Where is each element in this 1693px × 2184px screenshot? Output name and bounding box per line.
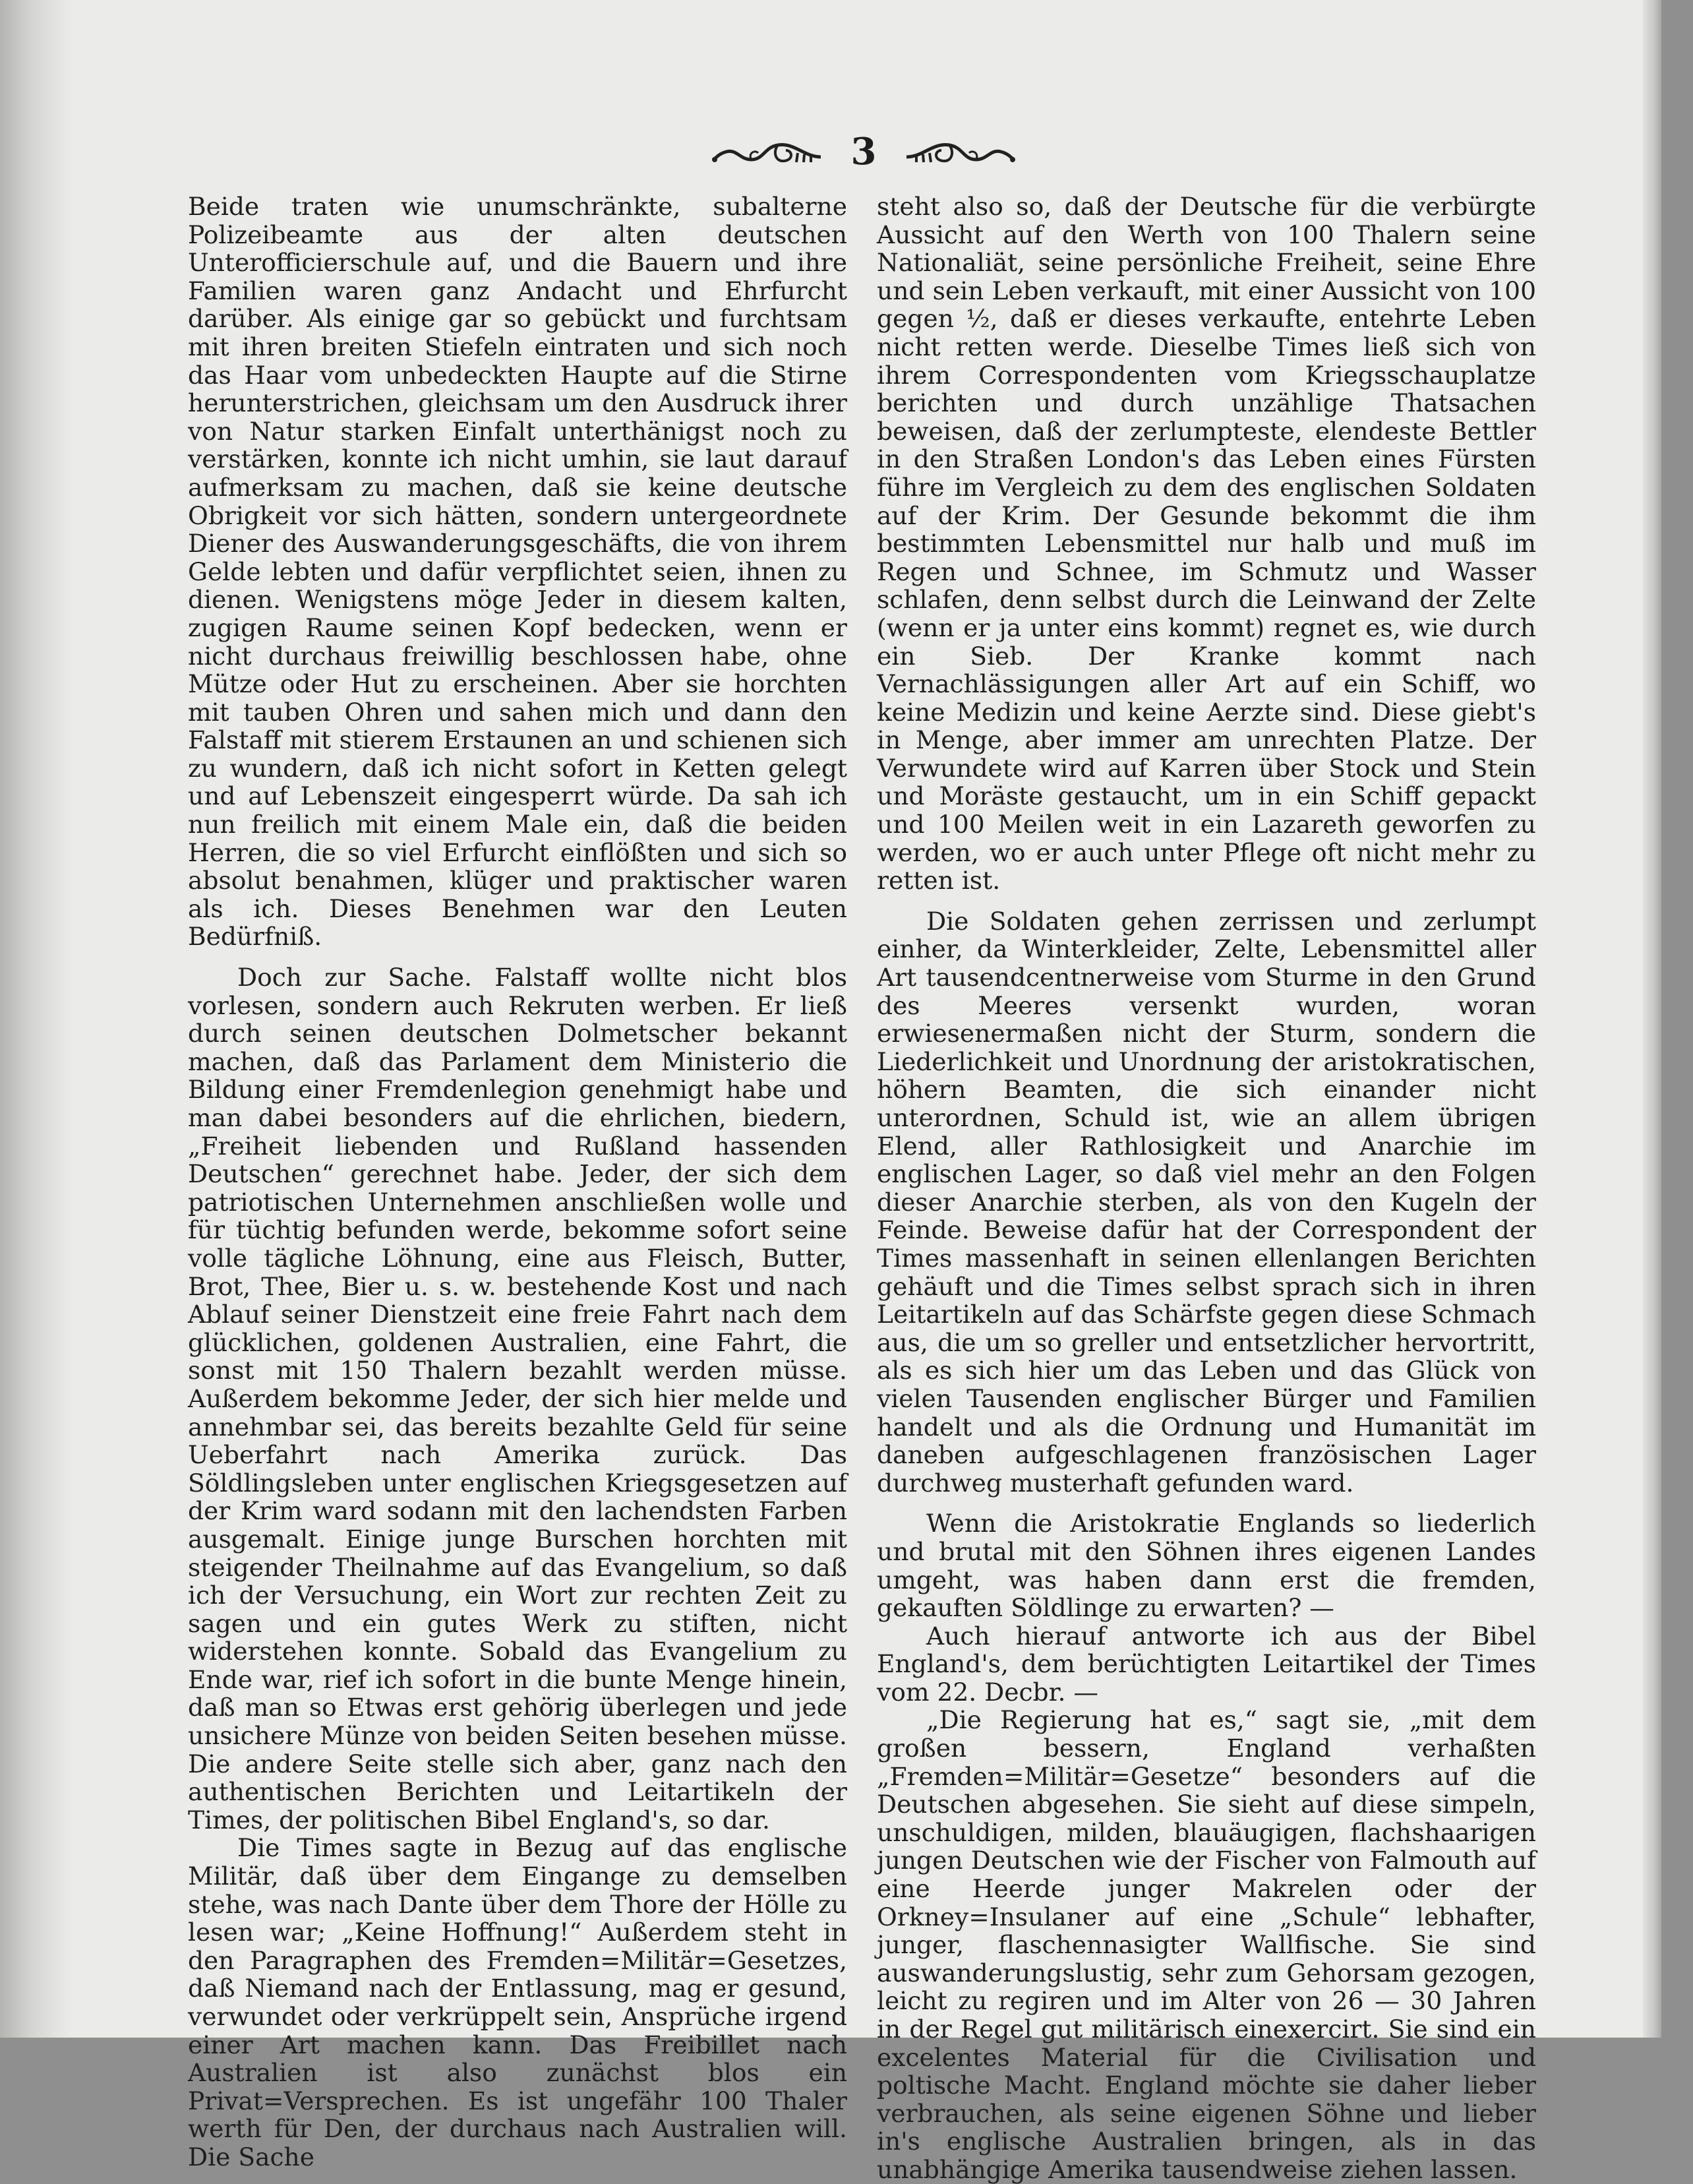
paragraph: Die Times sagte in Bezug auf das englische Militär, daß über dem Eingange zu demselben stehe, was nach Dante über dem Thore der Hölle zu lesen war; „Keine Hoffnung!“ Außerdem steht in den Paragraphen des Fremden=Militär=Gesetzes, daß Niemand nach der Entlassung, mag er gesund, verwundet oder verkrüppelt sein, Ansprüche irgend einer Art machen kann. Das Freibillet nach Australien ist also zunächst blos ein Privat=Versprechen. Es ist ungefähr 100 Thaler werth für Den, der durchaus nach Australien will. Die Sache	[188, 1833, 847, 2171]
paragraph: Wenn die Aristokratie Englands so liederlich und brutal mit den Söhnen ihres eigenen Landes umgeht, was haben dann erst die fremden, gekauften Söldlinge zu erwarten? —	[877, 1509, 1536, 1623]
page-header	[712, 125, 1015, 178]
right-text-column	[877, 193, 1536, 2184]
right-flourish-ornament	[903, 137, 1015, 170]
left-flourish-ornament	[712, 137, 824, 170]
page-edge-shadow	[1643, 0, 1661, 2038]
page-binding-shadow	[0, 0, 73, 2038]
paragraph: Auch hierauf antworte ich aus der Bibel England's, dem berüchtigten Leitartikel der Times vom 22. Decbr. —	[877, 1621, 1536, 1707]
paragraph: Doch zur Sache. Falstaff wollte nicht blos vorlesen, sondern auch Rekruten werben. Er ließ durch seinen deutschen Dolmetscher bekannt machen, daß das Parlament dem Ministerio die Bildung einer Fremdenlegion genehmigt habe und man dabei besonders auf die ehrlichen, biedern, „Freiheit liebenden und Rußland hassenden Deutschen“ gerechnet habe. Jeder, der sich dem patriotischen Unternehmen anschließen wolle und für tüchtig befunden werde, bekomme sofort seine volle tägliche Löhnung, eine aus Fleisch, Butter, Brot, Thee, Bier u. s. w. bestehende Kost und nach Ablauf seiner Dienstzeit eine freie Fahrt nach dem glücklichen, goldenen Australien, eine Fahrt, die sonst mit 150 Thalern bezahlt werden müsse. Außerdem bekomme Jeder, der sich hier melde und annehmbar sei, das bereits bezahlte Geld für seine Ueberfahrt nach Amerika zurück. Das Söldlingsleben unter englischen Kriegsgesetzen auf der Krim ward sodann mit den lachendsten Farben ausgemalt. Einige junge Burschen horchten mit steigender Theilnahme auf das Evangelium, so daß ich der Versuchung, ein Wort zur rechten Zeit zu sagen und ein gutes Werk zu stiften, nicht widerstehen konnte. Sobald das Evangelium zu Ende war, rief ich sofort in die bunte Menge hinein, daß man so Etwas erst gehörig überlegen und jede unsichere Münze von beiden Seiten besehen müsse. Die andere Seite stelle sich aber, ganz nach den authentischen Berichten und Leitartikeln der Times, der politischen Bibel England's, so dar.	[188, 963, 847, 1835]
paragraph: Beide traten wie unumschränkte, subalterne Polizeibeamte aus der alten deutschen Unterofficierschule auf, und die Bauern und ihre Familien waren ganz Andacht und Ehrfurcht darüber. Als einige gar so gebückt und furchtsam mit ihren breiten Stiefeln eintraten und sich noch das Haar vom unbedeckten Haupte auf die Stirne herunterstrichen, gleichsam um den Ausdruck ihrer von Natur starken Einfalt unterthänigst noch zu verstärken, konnte ich nicht umhin, sie laut darauf aufmerksam zu machen, daß sie keine deutsche Obrigkeit vor sich hätten, sondern untergeordnete Diener des Auswanderungsgeschäfts, die von ihrem Gelde lebten und dafür verpflichtet seien, ihnen zu dienen. Wenigstens möge Jeder in diesem kalten, zugigen Raume seinen Kopf bedecken, wenn er nicht durchaus freiwillig beschlossen habe, ohne Mütze oder Hut zu erscheinen. Aber sie horchten mit tauben Ohren und sahen mich und dann den Falstaff mit stierem Erstaunen an und schienen sich zu wundern, daß ich nicht sofort in Ketten gelegt und auf Lebenszeit eingesperrt würde. Da sah ich nun freilich mit einem Male ein, daß die beiden Herren, die so viel Erfurcht einflößten und sich so absolut benahmen, klüger und praktischer waren als ich. Dieses Benehmen war den Leuten Bedürfniß.	[188, 192, 847, 952]
page-number: 3	[850, 130, 877, 173]
left-text-column	[188, 193, 847, 2171]
paragraph: steht also so, daß der Deutsche für die verbürgte Aussicht auf den Werth von 100 Thalern seine Nationaliät, seine persönliche Freiheit, seine Ehre und sein Leben verkauft, mit einer Aussicht von 100 gegen ½, daß er dieses verkaufte, entehrte Leben nicht retten werde. Dieselbe Times ließ sich von ihrem Correspondenten vom Kriegsschauplatze berichten und durch unzählige Thatsachen beweisen, daß der zerlumpteste, elendeste Bettler in den Straßen London's das Leben eines Fürsten führe im Vergleich zu dem des englischen Soldaten auf der Krim. Der Gesunde bekommt die ihm bestimmten Lebensmittel nur halb und muß im Regen und Schnee, im Schmutz und Wasser schlafen, denn selbst durch die Leinwand der Zelte (wenn er ja unter eins kommt) regnet es, wie durch ein Sieb. Der Kranke kommt nach Vernachlässigungen aller Art auf ein Schiff, wo keine Medizin und keine Aerzte sind. Diese giebt's in Menge, aber immer am unrechten Platze. Der Verwundete wird auf Karren über Stock und Stein und Moräste gestaucht, um in ein Schiff gepackt und 100 Meilen weit in ein Lazareth geworfen zu werden, wo er auch unter Pflege oft nicht mehr zu retten ist.	[877, 192, 1536, 895]
paragraph: Die Soldaten gehen zerrissen und zerlumpt einher, da Winterkleider, Zelte, Lebensmittel aller Art tausendcentnerweise vom Sturme in den Grund des Meeres versenkt wurden, woran erwiesenermaßen nicht der Sturm, sondern die Liederlichkeit und Unordnung der aristokratischen, höhern Beamten, die sich einander nicht unterordnen, Schuld ist, wie an allem übrigen Elend, aller Rathlosigkeit und Anarchie im englischen Lager, so daß viel mehr an den Folgen dieser Anarchie sterben, als von den Kugeln der Feinde. Beweise dafür hat der Correspondent der Times massenhaft in seinen ellenlangen Berichten gehäuft und die Times selbst sprach sich in ihren Leitartikeln auf das Schärfste gegen diese Schmach aus, die um so greller und entsetzlicher hervortritt, als es sich hier um das Leben und das Glück von vielen Tausenden englischer Bürger und Familien handelt und als die Ordnung und Humanität im daneben aufgeschlagenen französischen Lager durchweg musterhaft gefunden ward.	[877, 906, 1536, 1498]
quotation-paragraph: „Die Regierung hat es,“ sagt sie, „mit dem großen bessern, England verhaßten „Fremden=Militär=Gesetze“ besonders auf die Deutschen abgesehen. Sie sieht auf diese simpeln, unschuldigen, milden, blauäugigen, flachshaarigen jungen Deutschen wie der Fischer von Falmouth auf eine Heerde junger Makrelen oder der Orkney=Insulaner auf eine „Schule“ lebhafter, junger, flaschennasigter Wallfische. Sie sind auswanderungslustig, sehr zum Gehorsam gezogen, leicht zu regiren und im Alter von 26 — 30 Jahren in der Regel gut militärisch einexercirt. Sie sind ein excelentes Material für die Civilisation und poltische Macht. England möchte sie daher lieber verbrauchen, als seine eigenen Söhne und lieber in's englische Australien bringen, als in das unabhängige Amerika tausendweise ziehen lassen.	[877, 1705, 1536, 2184]
